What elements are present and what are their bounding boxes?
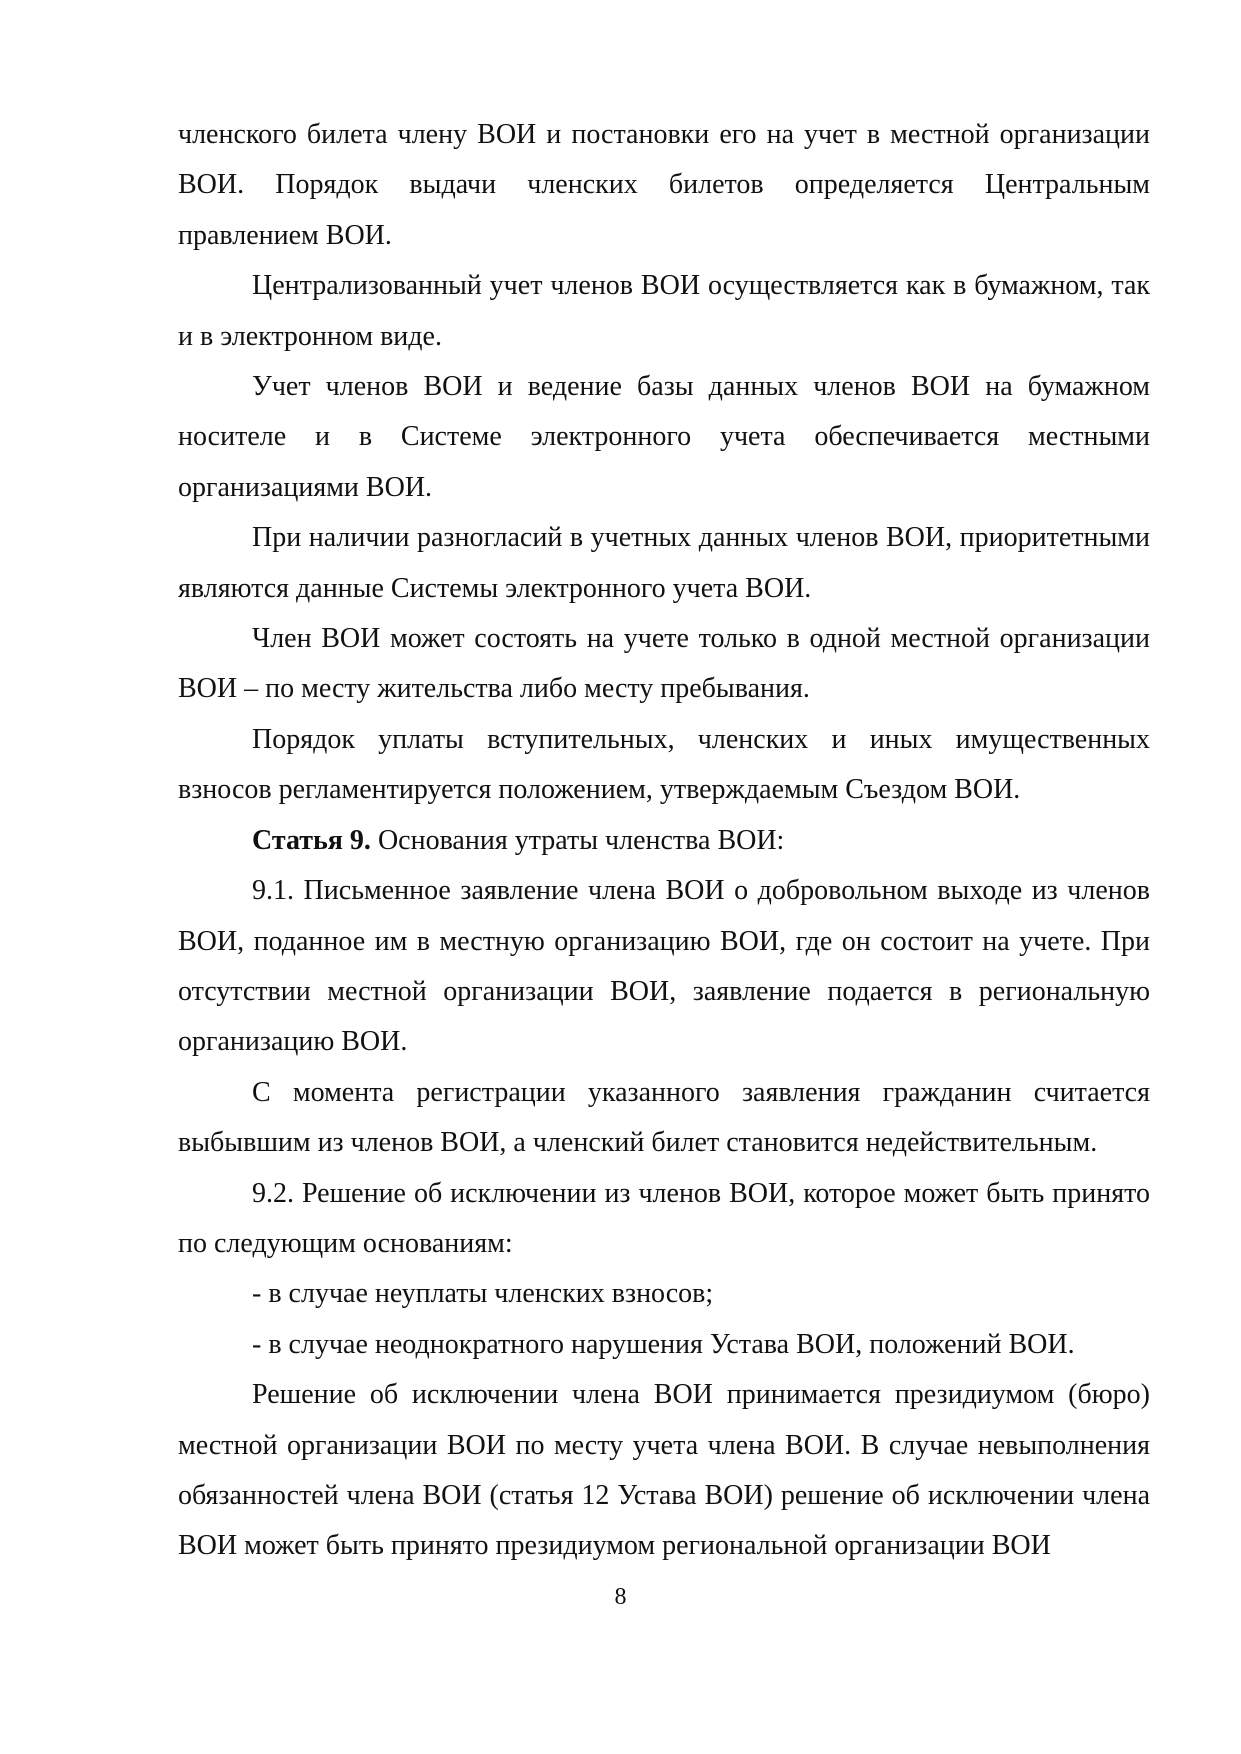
paragraph-clause-9-2: 9.2. Решение об исключении из членов ВОИ, которое может быть принято по следующим основаниям:	[178, 1177, 1150, 1259]
paragraph-membership-card: членского билета члену ВОИ и постановки его на учет в местной организации ВОИ. Порядок выдачи членских билетов определяется Центральным правлением ВОИ.	[178, 119, 1150, 251]
article-9-heading	[178, 816, 1150, 866]
body-text	[178, 110, 1150, 1572]
list-item-non-payment: - в случае неуплаты членских взносов;	[252, 1278, 714, 1310]
paragraph-data-discrepancy: При наличии разногласий в учетных данных членов ВОИ, приоритетными являются данные Системы электронного учета ВОИ.	[178, 522, 1150, 604]
page-number: 8	[614, 1584, 627, 1610]
paragraph-centralized-accounting: Централизованный учет членов ВОИ осуществляется как в бумажном, так и в электронном виде.	[178, 270, 1150, 352]
paragraph-database-maintenance: Учет членов ВОИ и ведение базы данных членов ВОИ на бумажном носителе и в Системе электронного учета обеспечивается местными организациями ВОИ.	[178, 371, 1150, 503]
paragraph-clause-9-1: 9.1. Письменное заявление члена ВОИ о добровольном выходе из членов ВОИ, поданное им в местную организацию ВОИ, где он состоит на учете. При отсутствии местной организации ВОИ, заявление подается в региональную организацию ВОИ.	[178, 875, 1150, 1058]
paragraph-exclusion-decision: Решение об исключении члена ВОИ принимается президиумом (бюро) местной организации ВОИ по месту учета члена ВОИ. В случае невыполнения обязанностей члена ВОИ (статья 12 Устава ВОИ) решение об исключении члена ВОИ может быть принято президиумом региональной организации ВОИ	[178, 1379, 1150, 1562]
paragraph-fees-procedure: Порядок уплаты вступительных, членских и иных имущественных взносов регламентируется положением, утверждаемым Съездом ВОИ.	[178, 723, 1150, 806]
paragraph-single-registration: Член ВОИ может состоять на учете только в одной местной организации ВОИ – по месту жительства либо месту пребывания.	[178, 623, 1150, 705]
list-item-violations: - в случае неоднократного нарушения Устава ВОИ, положений ВОИ.	[252, 1328, 1075, 1360]
paragraph-registration-effect: С момента регистрации указанного заявления гражданин считается выбывшим из членов ВОИ, а членский билет становится недействительным.	[178, 1076, 1150, 1159]
article-9-label: Статья 9.	[252, 824, 371, 856]
article-9-title: Основания утраты членства ВОИ:	[370, 824, 785, 856]
